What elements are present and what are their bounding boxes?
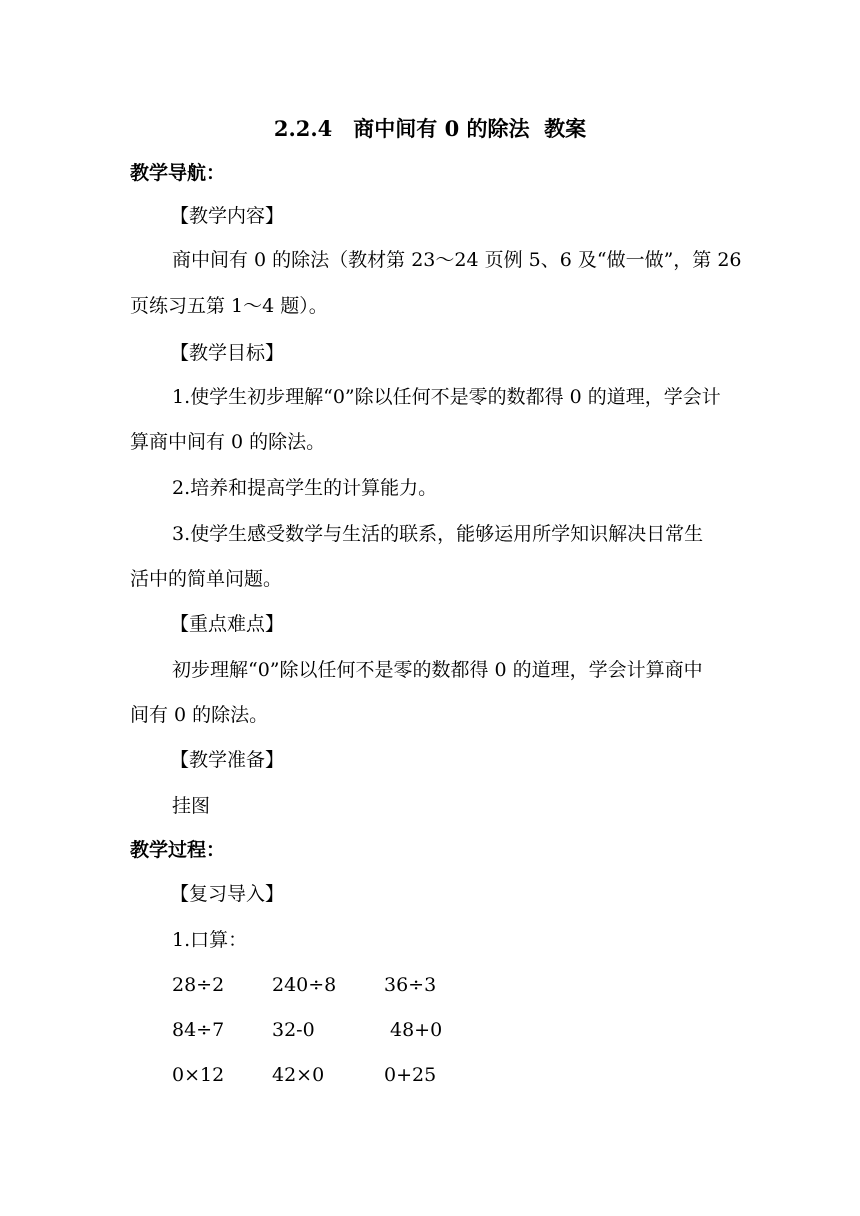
goal-1-line-2: 算商中间有 0 的除法。 [130, 431, 326, 453]
oral-calc-heading: 1.口算： [172, 929, 248, 951]
oral-calc-item: 48+0 [390, 1019, 443, 1041]
goal-2: 2.培养和提高学生的计算能力。 [172, 477, 438, 499]
preparation-heading: 【教学准备】 [170, 749, 285, 771]
oral-calc-item: 240÷8 [272, 974, 337, 996]
oral-calc-item: 0+25 [384, 1064, 437, 1086]
teaching-goals-heading: 【教学目标】 [170, 342, 285, 364]
goal-3-line-2: 活中的简单问题。 [130, 568, 283, 590]
goal-3-line-1: 3.使学生感受数学与生活的联系，能够运用所学知识解决日常生 [172, 523, 704, 545]
oral-calc-item: 28÷2 [172, 974, 225, 996]
review-intro-heading: 【复习导入】 [170, 883, 285, 905]
oral-calc-item: 84÷7 [172, 1019, 225, 1041]
key-points-heading: 【重点难点】 [170, 613, 285, 635]
teaching-content-line-2: 页练习五第 1～4 题）。 [130, 295, 328, 317]
teaching-content-line-1: 商中间有 0 的除法（教材第 23～24 页例 5、6 及“做一做”，第 26 [172, 249, 742, 271]
preparation-text: 挂图 [172, 795, 211, 817]
oral-calc-item: 32-0 [272, 1019, 315, 1041]
oral-calc-item: 36÷3 [384, 974, 437, 996]
page-title: 2.2.4 商中间有 0 的除法 教案 [273, 116, 587, 141]
goal-1-line-1: 1.使学生初步理解“0”除以任何不是零的数都得 0 的道理，学会计 [172, 386, 721, 408]
key-points-line-1: 初步理解“0”除以任何不是零的数都得 0 的道理，学会计算商中 [172, 659, 703, 681]
teaching-content-heading: 【教学内容】 [170, 205, 285, 227]
key-points-line-2: 间有 0 的除法。 [130, 704, 269, 726]
oral-calc-item: 42×0 [272, 1064, 325, 1086]
oral-calc-item: 0×12 [172, 1064, 225, 1086]
teaching-navigation-heading: 教学导航： [130, 162, 226, 184]
teaching-process-heading: 教学过程： [130, 839, 226, 861]
